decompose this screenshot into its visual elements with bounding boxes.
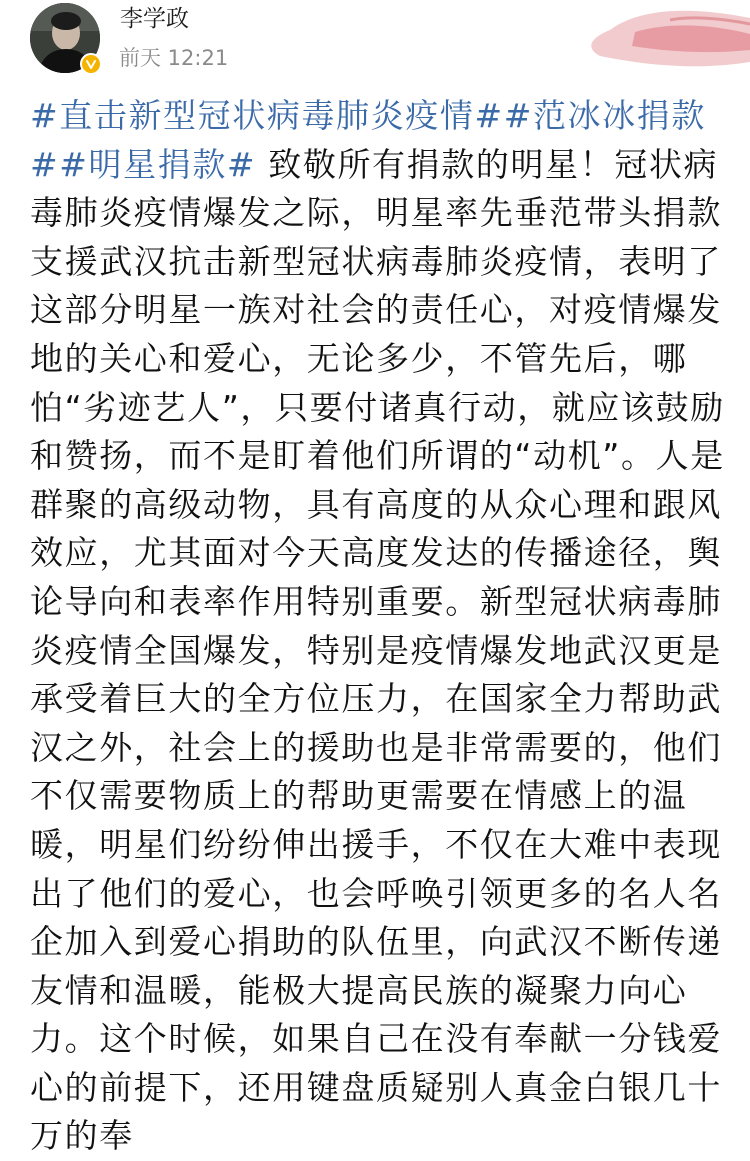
hashtag-link[interactable]: #明星捐款# [59, 144, 257, 184]
verified-badge-icon [80, 53, 102, 75]
author-name[interactable]: 李学政 [120, 6, 189, 32]
post-header [0, 0, 750, 90]
hashtag-link[interactable]: #直击新型冠状病毒肺炎疫情# [30, 96, 504, 135]
post-content [30, 92, 730, 1161]
avatar-container[interactable] [30, 3, 100, 73]
post-text: 致敬所有捐款的明星！冠状病毒肺炎疫情爆发之际，明星率先垂范带头捐款支援武汉抗击新型冠状病毒肺炎疫情，表明了这部分明星一族对社会的责任心，对疫情爆发地的关心和爱心，无论多少，不管先后，哪怕“劣迹艺人”，只要付诸真行动，就应该鼓励和赞扬，而不是盯着他们所谓的“动机”。人是群聚的高级动物，具有高度的从众心理和跟风效应，尤其面对今天高度发达的传播途径，舆论导向和表率作用特别重要。新型冠状病毒肺炎疫情全国爆发，特别是疫情爆发地武汉更是承受着巨大的全方位压力，在国家全力帮助武汉之外，社会上的援助也是非常需要的，他们不仅需要物质上的帮助更需要在情感上的温暖，明星们纷纷伸出援手，不仅在大难中表现出了他们的爱心，也会呼唤引领更多的名人名企加入到爱心捐助的队伍里，向武汉不断传递友情和温暖，能极大提高民族的凝聚力向心力。这个时候，如果自己在没有奉献一分钱爱心的前提下，还用键盘质疑别人真金白银几十万的奉 [30, 144, 725, 1156]
hashtag-link[interactable]: #范冰冰捐款# [30, 96, 706, 184]
decorative-brush-stroke [580, 0, 750, 80]
post-timestamp: 前天 12:21 [119, 46, 229, 70]
